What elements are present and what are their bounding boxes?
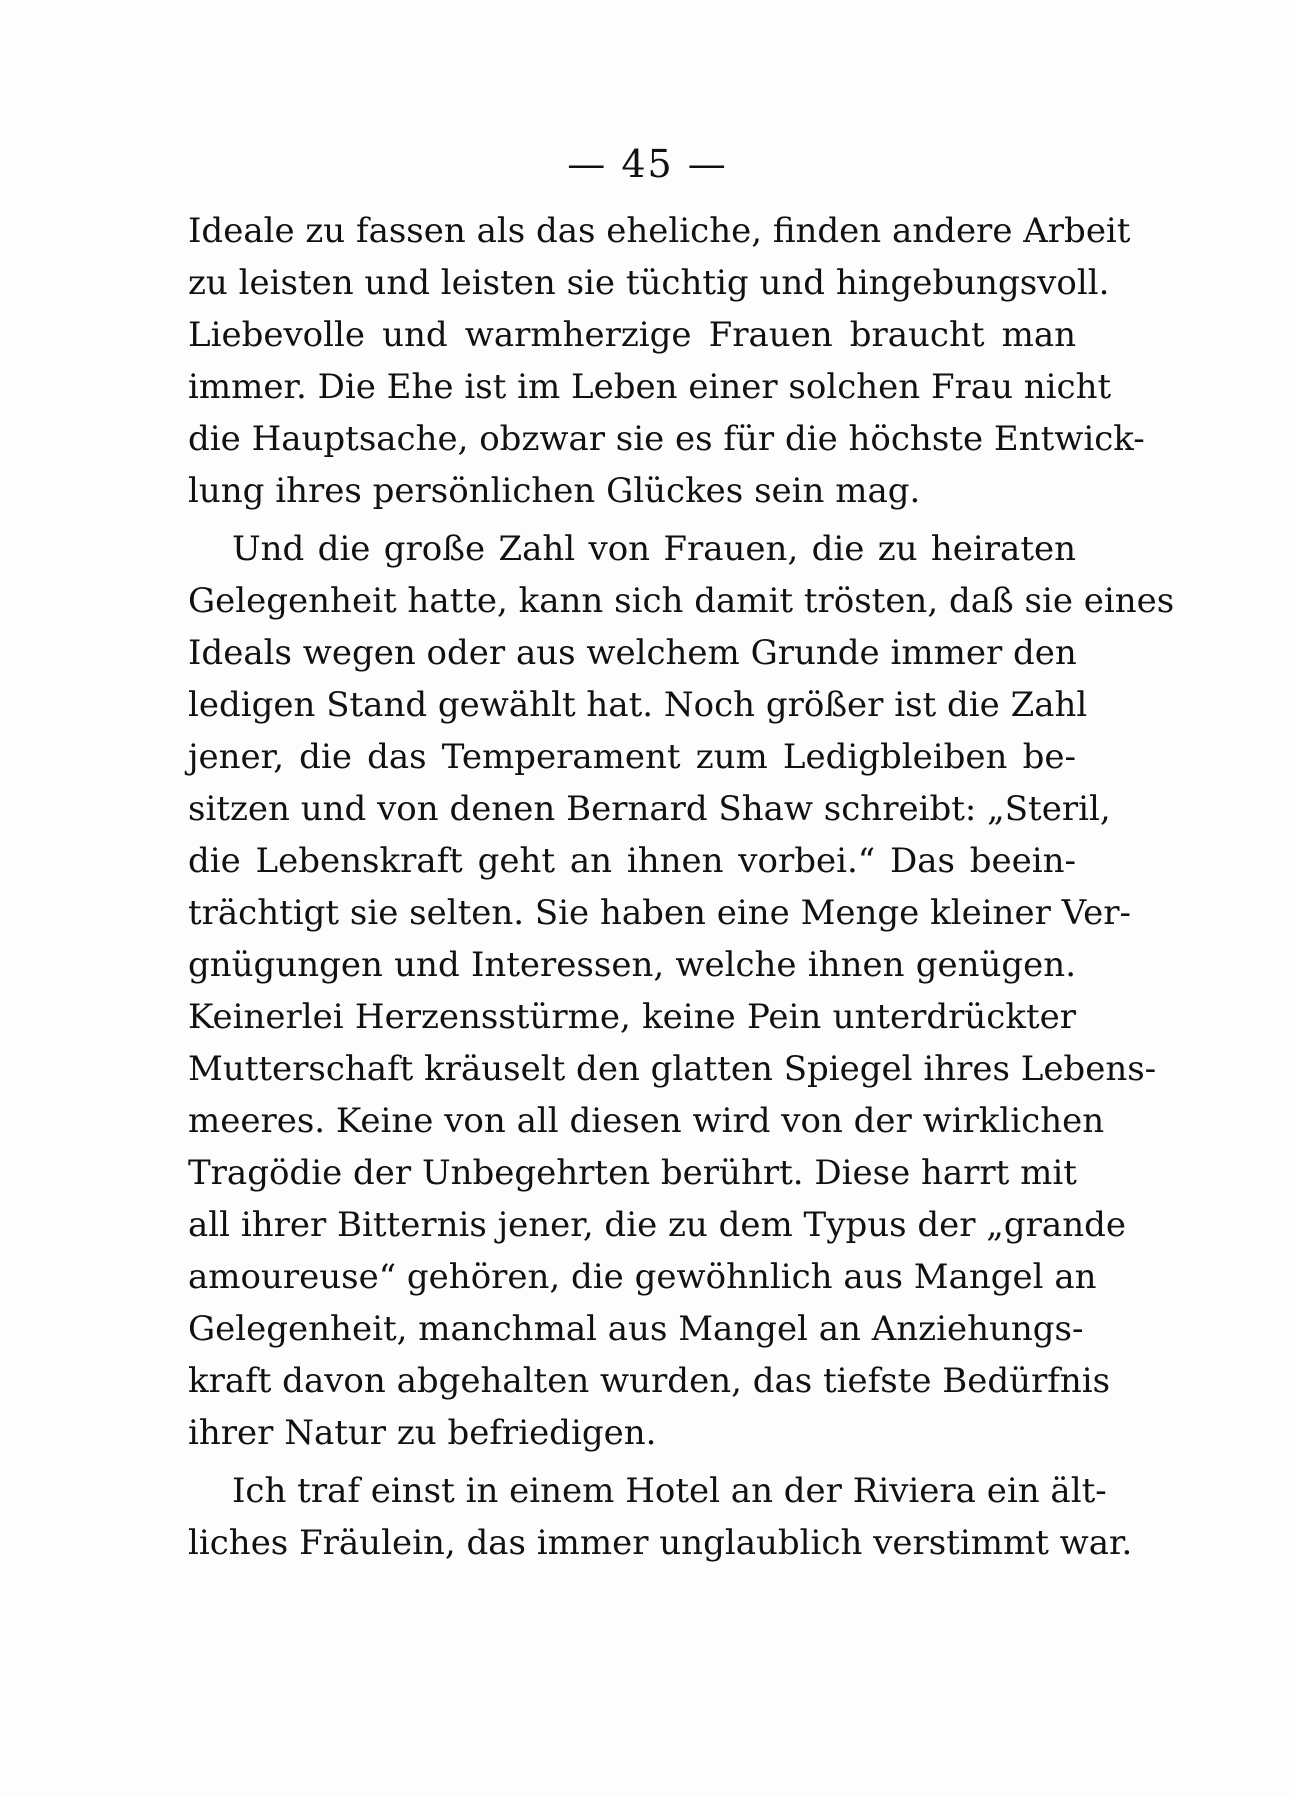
text-line: Keinerlei Herzensstürme, keine Pein unterdrückter	[188, 997, 1076, 1037]
text-line: liches Fräulein, das immer unglaublich verstimmt war.	[188, 1523, 1133, 1563]
text-line: Ideale zu fassen als das eheliche, finden andere Arbeit	[188, 211, 1131, 251]
text-line: Ideals wegen oder aus welchem Grunde immer den	[188, 633, 1077, 673]
text-line: immer. Die Ehe ist im Leben einer solchen Frau nicht	[188, 367, 1112, 407]
text-line: Gelegenheit hatte, kann sich damit trösten, daß sie eines	[188, 581, 1175, 621]
text-line: lung ihres persönlichen Glückes sein mag.	[188, 471, 921, 511]
paragraph	[188, 1465, 1133, 1569]
paragraph	[188, 523, 1175, 1459]
body-text	[188, 205, 1175, 1569]
paragraph	[188, 205, 1145, 517]
text-line: sitzen und von denen Bernard Shaw schreibt: „Steril,	[188, 789, 1111, 829]
text-line: amoureuse“ gehören, die gewöhnlich aus Mangel an	[188, 1257, 1097, 1297]
text-line: gnügungen und Interessen, welche ihnen genügen.	[188, 945, 1076, 985]
text-line: Liebevolle und warmherzige Frauen braucht man	[188, 315, 1076, 355]
text-line: Tragödie der Unbegehrten berührt. Diese harrt mit	[188, 1153, 1077, 1193]
text-line: zu leisten und leisten sie tüchtig und hingebungsvoll.	[188, 263, 1110, 303]
text-line: Und die große Zahl von Frauen, die zu heiraten	[232, 529, 1076, 569]
text-line: ledigen Stand gewählt hat. Noch größer ist die Zahl	[188, 685, 1088, 725]
text-line: Gelegenheit, manchmal aus Mangel an Anziehungs-	[188, 1309, 1084, 1349]
text-line: Mutterschaft kräuselt den glatten Spiegel ihres Lebens-	[188, 1049, 1157, 1089]
text-line: Ich traf einst in einem Hotel an der Riviera ein ält-	[232, 1471, 1107, 1511]
text-line: ihrer Natur zu befriedigen.	[188, 1413, 657, 1453]
text-line: meeres. Keine von all diesen wird von der wirklichen	[188, 1101, 1105, 1141]
text-line: trächtigt sie selten. Sie haben eine Menge kleiner Ver-	[188, 893, 1131, 933]
page-number: — 45 —	[567, 142, 728, 186]
text-line: die Hauptsache, obzwar sie es für die höchste Entwick-	[188, 419, 1145, 459]
text-line: die Lebenskraft geht an ihnen vorbei.“ Das beein-	[188, 841, 1076, 881]
text-line: all ihrer Bitternis jener, die zu dem Typus der „grande	[188, 1205, 1126, 1245]
text-line: kraft davon abgehalten wurden, das tiefste Bedürfnis	[188, 1361, 1111, 1401]
text-line: jener, die das Temperament zum Ledigbleiben be-	[188, 737, 1076, 777]
